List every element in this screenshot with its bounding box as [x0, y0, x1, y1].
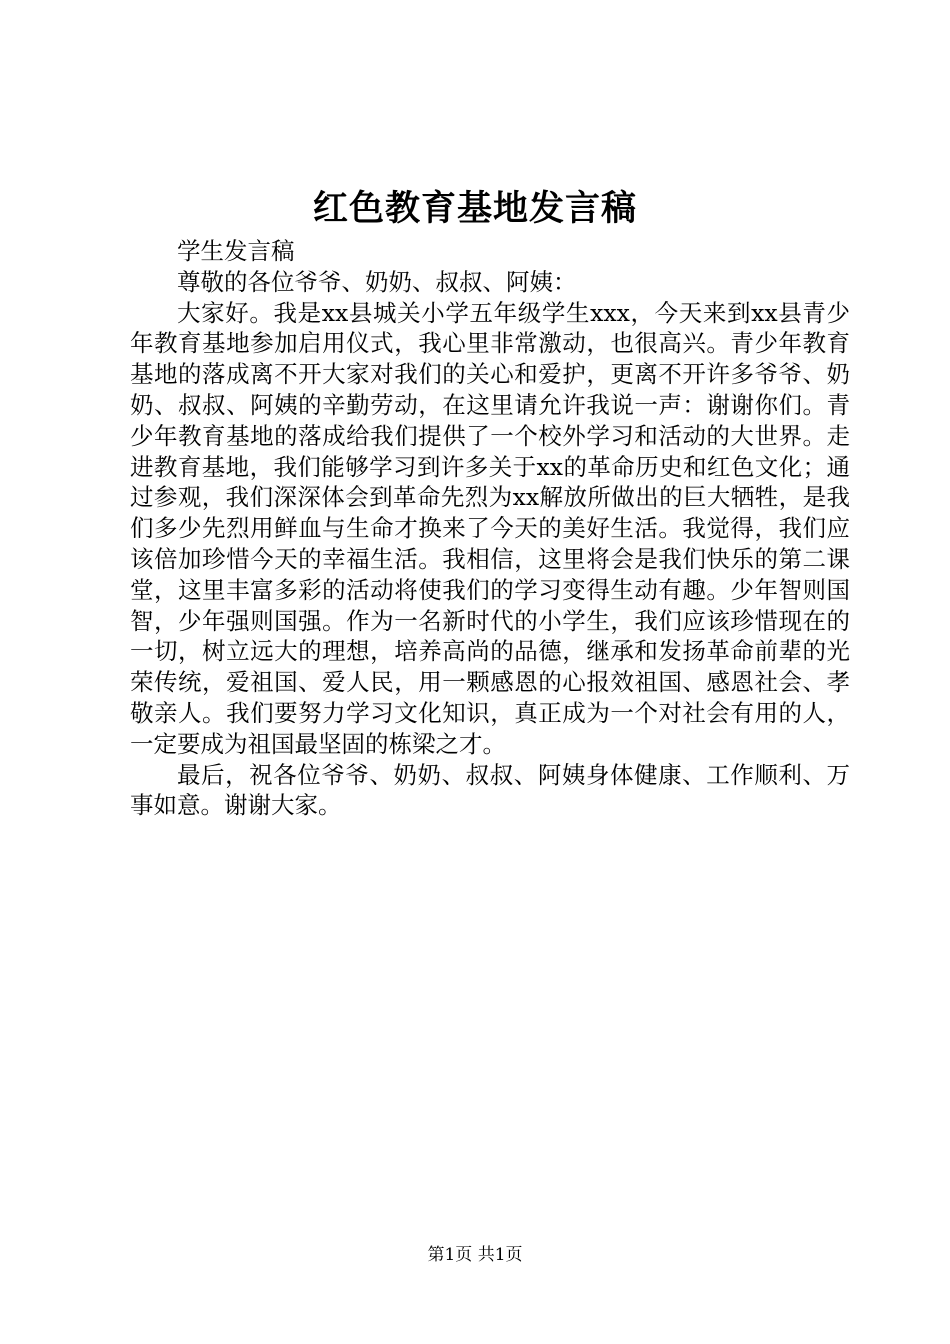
page-number-footer: 第1页 共1页 — [427, 1245, 523, 1265]
paragraph-subtitle: 学生发言稿 — [177, 237, 295, 265]
document-title: 红色教育基地发言稿 — [312, 188, 637, 229]
paragraph-main: 大家好。我是xx县城关小学五年级学生xxx，今天来到xx县青少年教育基地参加启用仪式，我心里非常激动，也很高兴。青少年教育基地的落成离不开大家对我们的关心和爱护，更离不开许多爷爷、奶奶、叔叔、阿姨的辛勤劳动，在这里请允许我说一声：谢谢你们。青少年教育基地的落成给我们提供了一个校外学习和活动的大世界。走进教育基地，我们能够学习到许多关于xx的革命历史和红色文化；通过参观，我们深深体会到革命先烈为xx解放所做出的巨大牺牲，是我们多少先烈用鲜血与生命才换来了今天的美好生活。我觉得，我们应该倍加珍惜今天的幸福生活。我相信，这里将会是我们快乐的第二课堂，这里丰富多彩的活动将使我们的学习变得生动有趣。少年智则国智，少年强则国强。作为一名新时代的小学生，我们应该珍惜现在的一切，树立远大的理想，培养高尚的品德，继承和发扬革命前辈的光荣传统，爱祖国、爱人民，用一颗感恩的心报效祖国、感恩社会、孝敬亲人。我们要努力学习文化知识，真正成为一个对社会有用的人，一定要成为祖国最坚固的栋梁之才。 — [130, 298, 850, 758]
paragraph-closing: 最后，祝各位爷爷、奶奶、叔叔、阿姨身体健康、工作顺利、万事如意。谢谢大家。 — [130, 760, 850, 820]
document-body — [130, 236, 850, 821]
paragraph-salutation: 尊敬的各位爷爷、奶奶、叔叔、阿姨： — [177, 267, 577, 296]
